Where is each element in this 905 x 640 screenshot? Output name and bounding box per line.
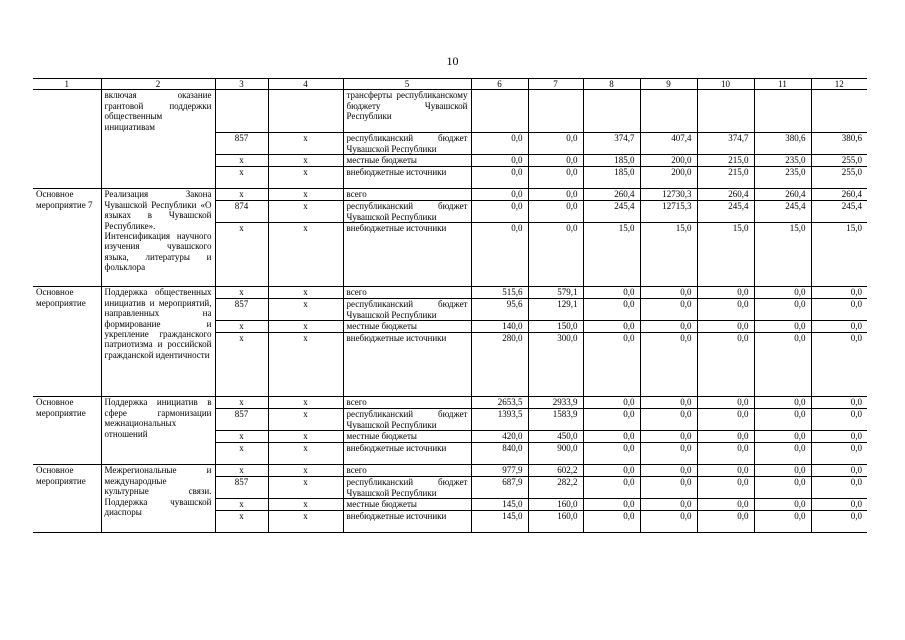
value-cell: 282,2: [528, 477, 583, 499]
value-cell: 235,0: [754, 167, 811, 189]
funding-source-cell: республиканский бюджет Чувашской Республики: [343, 201, 471, 223]
value-cell: 129,1: [528, 299, 583, 321]
value-cell: 0,0: [583, 333, 640, 397]
value-cell: [583, 90, 640, 133]
value-cell: 1393,5: [471, 409, 528, 431]
value-cell: 0,0: [811, 465, 867, 477]
value-cell: [528, 90, 583, 133]
code-cell: x: [268, 201, 343, 223]
value-cell: 0,0: [754, 321, 811, 333]
code-cell: x: [268, 511, 343, 533]
table-row: [33, 90, 867, 133]
column-number: 12: [811, 79, 867, 90]
value-cell: 0,0: [583, 409, 640, 431]
column-number: 11: [754, 79, 811, 90]
column-number: 6: [471, 79, 528, 90]
page-number: 10: [446, 54, 459, 68]
code-cell: x: [268, 167, 343, 189]
column-number: 4: [268, 79, 343, 90]
value-cell: 15,0: [583, 223, 640, 287]
funding-source-cell: всего: [343, 465, 471, 477]
code-cell: x: [215, 465, 268, 477]
code-cell: x: [215, 443, 268, 465]
value-cell: 0,0: [583, 431, 640, 443]
table-row: [33, 189, 867, 201]
value-cell: 0,0: [640, 443, 697, 465]
code-cell: x: [268, 443, 343, 465]
value-cell: 0,0: [811, 409, 867, 431]
table-row: [33, 397, 867, 409]
funding-source-cell: республиканский бюджет Чувашской Республики: [343, 477, 471, 499]
value-cell: 840,0: [471, 443, 528, 465]
funding-source-cell: местные бюджеты: [343, 499, 471, 511]
column-number: 9: [640, 79, 697, 90]
funding-source-cell: всего: [343, 189, 471, 201]
value-cell: 245,4: [583, 201, 640, 223]
value-cell: 0,0: [697, 299, 754, 321]
value-cell: 260,4: [697, 189, 754, 201]
value-cell: 150,0: [528, 321, 583, 333]
value-cell: 245,4: [697, 201, 754, 223]
value-cell: 374,7: [583, 133, 640, 155]
column-number: 3: [215, 79, 268, 90]
value-cell: 0,0: [754, 465, 811, 477]
value-cell: 0,0: [583, 443, 640, 465]
column-number: 7: [528, 79, 583, 90]
funding-source-cell: республиканский бюджет Чувашской Республики: [343, 299, 471, 321]
value-cell: 245,4: [811, 201, 867, 223]
code-cell: x: [215, 431, 268, 443]
value-cell: 2653,5: [471, 397, 528, 409]
code-cell: x: [215, 155, 268, 167]
value-cell: 0,0: [811, 333, 867, 397]
value-cell: [471, 90, 528, 133]
value-cell: 0,0: [811, 499, 867, 511]
value-cell: 15,0: [811, 223, 867, 287]
value-cell: 0,0: [811, 511, 867, 533]
value-cell: 12730,3: [640, 189, 697, 201]
value-cell: [697, 90, 754, 133]
event-group-cell: Основное мероприятие: [33, 397, 101, 465]
value-cell: 200,0: [640, 167, 697, 189]
value-cell: 0,0: [640, 465, 697, 477]
event-description-cell: включая оказание грантовой поддержки общественным инициативам: [101, 90, 215, 189]
value-cell: 515,6: [471, 287, 528, 299]
value-cell: 0,0: [811, 443, 867, 465]
value-cell: 145,0: [471, 499, 528, 511]
value-cell: 15,0: [697, 223, 754, 287]
code-cell: x: [215, 499, 268, 511]
value-cell: 0,0: [583, 321, 640, 333]
table-body: [33, 79, 867, 533]
value-cell: 0,0: [754, 287, 811, 299]
value-cell: 977,9: [471, 465, 528, 477]
value-cell: [754, 90, 811, 133]
code-cell: x: [268, 477, 343, 499]
code-cell: x: [268, 465, 343, 477]
value-cell: 0,0: [754, 299, 811, 321]
code-cell: 857: [215, 409, 268, 431]
value-cell: 255,0: [811, 155, 867, 167]
value-cell: 0,0: [471, 167, 528, 189]
value-cell: 0,0: [754, 443, 811, 465]
value-cell: 0,0: [640, 321, 697, 333]
column-numbers-row: [33, 79, 867, 90]
value-cell: 0,0: [583, 287, 640, 299]
value-cell: 0,0: [811, 397, 867, 409]
value-cell: 0,0: [583, 499, 640, 511]
value-cell: 0,0: [640, 333, 697, 397]
value-cell: 0,0: [697, 321, 754, 333]
value-cell: 0,0: [754, 431, 811, 443]
value-cell: 300,0: [528, 333, 583, 397]
value-cell: [640, 90, 697, 133]
code-cell: x: [215, 189, 268, 201]
code-cell: x: [268, 299, 343, 321]
value-cell: 0,0: [697, 397, 754, 409]
code-cell: x: [268, 397, 343, 409]
value-cell: 0,0: [528, 189, 583, 201]
value-cell: 185,0: [583, 167, 640, 189]
funding-source-cell: внебюджетные источники: [343, 511, 471, 533]
code-cell: 857: [215, 299, 268, 321]
code-cell: x: [268, 287, 343, 299]
column-number: 8: [583, 79, 640, 90]
value-cell: 12715,3: [640, 201, 697, 223]
value-cell: 0,0: [811, 287, 867, 299]
value-cell: 0,0: [697, 287, 754, 299]
value-cell: 0,0: [640, 499, 697, 511]
code-cell: x: [268, 499, 343, 511]
value-cell: 260,4: [583, 189, 640, 201]
value-cell: 95,6: [471, 299, 528, 321]
event-group-cell: [33, 90, 101, 189]
table-row: [33, 287, 867, 299]
code-cell: x: [268, 409, 343, 431]
funding-source-cell: трансферты республиканскому бюджету Чувашской Республики: [343, 90, 471, 133]
value-cell: 255,0: [811, 167, 867, 189]
value-cell: 145,0: [471, 511, 528, 533]
value-cell: 160,0: [528, 511, 583, 533]
value-cell: 0,0: [583, 397, 640, 409]
funding-source-cell: республиканский бюджет Чувашской Республики: [343, 133, 471, 155]
value-cell: 15,0: [640, 223, 697, 287]
code-cell: x: [215, 321, 268, 333]
funding-source-cell: республиканский бюджет Чувашской Республики: [343, 409, 471, 431]
value-cell: 0,0: [583, 465, 640, 477]
value-cell: 0,0: [697, 333, 754, 397]
code-cell: 857: [215, 477, 268, 499]
value-cell: 0,0: [754, 409, 811, 431]
code-cell: [215, 90, 268, 133]
code-cell: x: [215, 167, 268, 189]
value-cell: 0,0: [697, 443, 754, 465]
column-number: 1: [33, 79, 101, 90]
value-cell: 280,0: [471, 333, 528, 397]
column-number: 2: [101, 79, 215, 90]
value-cell: 407,4: [640, 133, 697, 155]
code-cell: x: [268, 333, 343, 397]
code-cell: x: [215, 223, 268, 287]
value-cell: 0,0: [697, 431, 754, 443]
event-group-cell: Основное мероприятие 7: [33, 189, 101, 287]
value-cell: 0,0: [528, 155, 583, 167]
value-cell: 260,4: [754, 189, 811, 201]
value-cell: 0,0: [811, 431, 867, 443]
value-cell: 0,0: [583, 511, 640, 533]
value-cell: 0,0: [697, 465, 754, 477]
value-cell: 687,9: [471, 477, 528, 499]
funding-source-cell: внебюджетные источники: [343, 167, 471, 189]
funding-source-cell: всего: [343, 397, 471, 409]
value-cell: 374,7: [697, 133, 754, 155]
value-cell: 0,0: [640, 477, 697, 499]
event-group-cell: Основное мероприятие: [33, 287, 101, 397]
code-cell: x: [215, 397, 268, 409]
funding-source-cell: местные бюджеты: [343, 155, 471, 167]
value-cell: 420,0: [471, 431, 528, 443]
value-cell: 0,0: [640, 511, 697, 533]
value-cell: 0,0: [528, 133, 583, 155]
value-cell: 215,0: [697, 167, 754, 189]
value-cell: 185,0: [583, 155, 640, 167]
funding-source-cell: внебюджетные источники: [343, 223, 471, 287]
code-cell: x: [215, 287, 268, 299]
value-cell: 0,0: [583, 299, 640, 321]
code-cell: [268, 90, 343, 133]
budget-table: [33, 78, 867, 533]
value-cell: 0,0: [811, 477, 867, 499]
value-cell: 0,0: [697, 511, 754, 533]
value-cell: 0,0: [640, 409, 697, 431]
value-cell: 0,0: [754, 499, 811, 511]
value-cell: 579,1: [528, 287, 583, 299]
value-cell: 260,4: [811, 189, 867, 201]
code-cell: x: [268, 321, 343, 333]
value-cell: 380,6: [754, 133, 811, 155]
funding-source-cell: местные бюджеты: [343, 321, 471, 333]
value-cell: 140,0: [471, 321, 528, 333]
funding-source-cell: внебюджетные источники: [343, 333, 471, 397]
value-cell: 602,2: [528, 465, 583, 477]
code-cell: 857: [215, 133, 268, 155]
value-cell: 0,0: [528, 201, 583, 223]
value-cell: 0,0: [471, 223, 528, 287]
column-number: 5: [343, 79, 471, 90]
code-cell: x: [268, 431, 343, 443]
code-cell: 874: [215, 201, 268, 223]
code-cell: x: [268, 133, 343, 155]
funding-source-cell: всего: [343, 287, 471, 299]
value-cell: 0,0: [640, 287, 697, 299]
code-cell: x: [215, 333, 268, 397]
event-description-cell: Поддержка инициатив в сфере гармонизации межнациональных отношений: [101, 397, 215, 465]
value-cell: [811, 90, 867, 133]
table-row: [33, 465, 867, 477]
value-cell: 0,0: [754, 333, 811, 397]
funding-source-cell: местные бюджеты: [343, 431, 471, 443]
funding-source-cell: внебюджетные источники: [343, 443, 471, 465]
value-cell: 0,0: [471, 133, 528, 155]
value-cell: 0,0: [640, 431, 697, 443]
value-cell: 0,0: [471, 155, 528, 167]
value-cell: 0,0: [471, 189, 528, 201]
value-cell: 0,0: [528, 223, 583, 287]
value-cell: 0,0: [528, 167, 583, 189]
value-cell: 0,0: [754, 397, 811, 409]
code-cell: x: [268, 155, 343, 167]
event-description-cell: Реализация Закона Чувашской Республики «О языках в Чувашской Республике». Интенсификация научного изучения чувашского языка, литературы и фольклора: [101, 189, 215, 287]
value-cell: 450,0: [528, 431, 583, 443]
value-cell: 380,6: [811, 133, 867, 155]
value-cell: 15,0: [754, 223, 811, 287]
value-cell: 0,0: [754, 477, 811, 499]
value-cell: 245,4: [754, 201, 811, 223]
value-cell: 0,0: [697, 409, 754, 431]
value-cell: 0,0: [811, 299, 867, 321]
column-number: 10: [697, 79, 754, 90]
code-cell: x: [268, 189, 343, 201]
value-cell: 200,0: [640, 155, 697, 167]
event-description-cell: Поддержка общественных инициатив и мероприятий, направленных на формирование и укрепление гражданского патриотизма и российской гражданской идентичности: [101, 287, 215, 397]
value-cell: 0,0: [583, 477, 640, 499]
value-cell: 1583,9: [528, 409, 583, 431]
code-cell: x: [215, 511, 268, 533]
value-cell: 0,0: [754, 511, 811, 533]
code-cell: x: [268, 223, 343, 287]
value-cell: 0,0: [697, 499, 754, 511]
value-cell: 0,0: [640, 397, 697, 409]
value-cell: 0,0: [811, 321, 867, 333]
value-cell: 0,0: [640, 299, 697, 321]
value-cell: 160,0: [528, 499, 583, 511]
value-cell: 2933,9: [528, 397, 583, 409]
value-cell: 0,0: [471, 201, 528, 223]
value-cell: 215,0: [697, 155, 754, 167]
event-description-cell: Межрегиональные и международные культурные связи. Поддержка чувашской диаспоры: [101, 465, 215, 533]
event-group-cell: Основное мероприятие: [33, 465, 101, 533]
value-cell: 0,0: [697, 477, 754, 499]
value-cell: 235,0: [754, 155, 811, 167]
value-cell: 900,0: [528, 443, 583, 465]
